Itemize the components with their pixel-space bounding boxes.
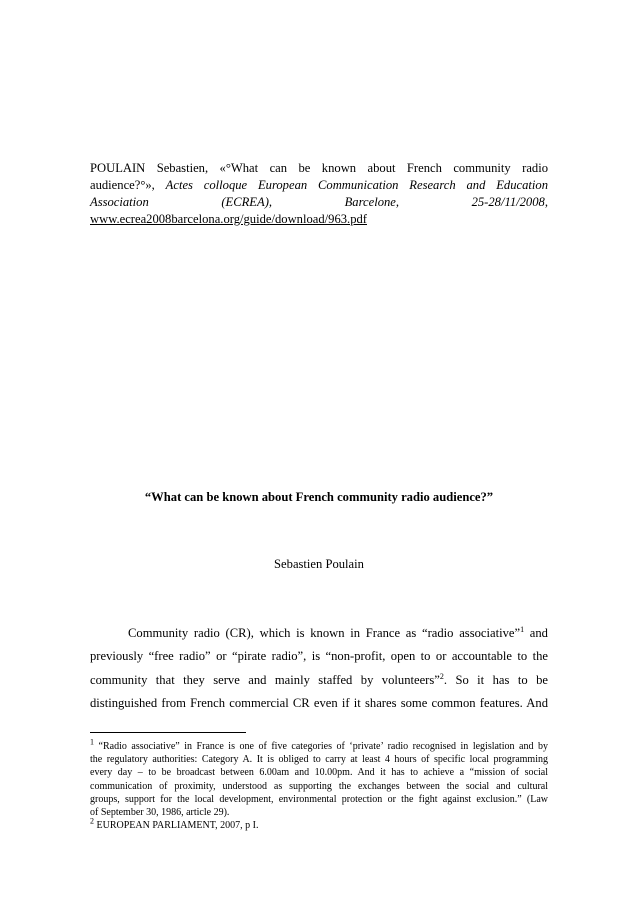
author-name: Sebastien Poulain: [274, 557, 364, 571]
body-line: previously “free radio” or “pirate radio”, is “non-profit, open to or accountable to the: [90, 649, 548, 664]
footnote-text: EUROPEAN PARLIAMENT, 2007, p I.: [94, 820, 259, 832]
footnote-line: groups, support for the local development, environmental protection or the fight against exclusion.” (Law: [90, 793, 548, 805]
citation-italic-text: (ECREA),: [221, 195, 273, 209]
body-text: Community radio (CR), which is known in France as “radio associative”: [128, 626, 521, 640]
citation-date-text: 25-28/11/2008: [471, 195, 545, 209]
citation-italic-text: Barcelone,: [344, 195, 400, 209]
footnote-line: every day – to be broadcast between 6.00am and 10.00pm. And it has to achieve a “mission of social: [90, 767, 548, 779]
footnote-line: of September 30, 1986, article 29).: [90, 807, 230, 819]
citation-url-link[interactable]: www.ecrea2008barcelona.org/guide/download/963.pdf: [90, 212, 367, 226]
footnote-line: [90, 737, 548, 753]
footnote-line: the regulatory authorities: Category A. It is obliged to carry at least 4 hours of specific local programming: [90, 754, 548, 766]
footnote-separator: [90, 732, 246, 733]
citation-italic-text: Association: [90, 195, 149, 209]
citation-date: [472, 194, 548, 211]
footnote-text: “Radio associative” in France is one of five categories of ‘private’ radio recognised in legislation and by: [94, 741, 548, 752]
footnote-number: 1: [90, 737, 94, 747]
body-line: [90, 669, 548, 692]
citation-line: [90, 177, 548, 194]
footnote-ref[interactable]: 2: [439, 671, 444, 681]
citation-line: [90, 194, 548, 211]
footnotes: [90, 737, 548, 832]
body-line: distinguished from French commercial CR even if it shares some common features. And: [90, 695, 548, 710]
citation-comma: ,: [544, 195, 548, 209]
citation-italic-text: Actes colloque European Communication Research and Education: [165, 178, 548, 192]
citation-block: [90, 160, 548, 228]
body-text: and: [524, 626, 548, 640]
body-line: [90, 622, 548, 645]
citation-line: [90, 211, 548, 228]
footnote-line: [90, 816, 548, 832]
citation-line: POULAIN Sebastien, «°What can be known about French community radio: [90, 161, 548, 175]
citation-text: audience?°»,: [90, 178, 166, 192]
body-text: community that they serve and mainly staffed by volunteers”: [90, 672, 440, 687]
paper-title: “What can be known about French community radio audience?”: [144, 490, 494, 504]
footnote-number: 2: [90, 816, 94, 826]
body-paragraph: [90, 622, 548, 715]
footnote-line: communication of proximity, understood as supporting the exchanges between the social and cultural: [90, 780, 548, 792]
footnote-ref[interactable]: 1: [520, 624, 525, 634]
body-text: . So it has to be: [443, 672, 548, 687]
